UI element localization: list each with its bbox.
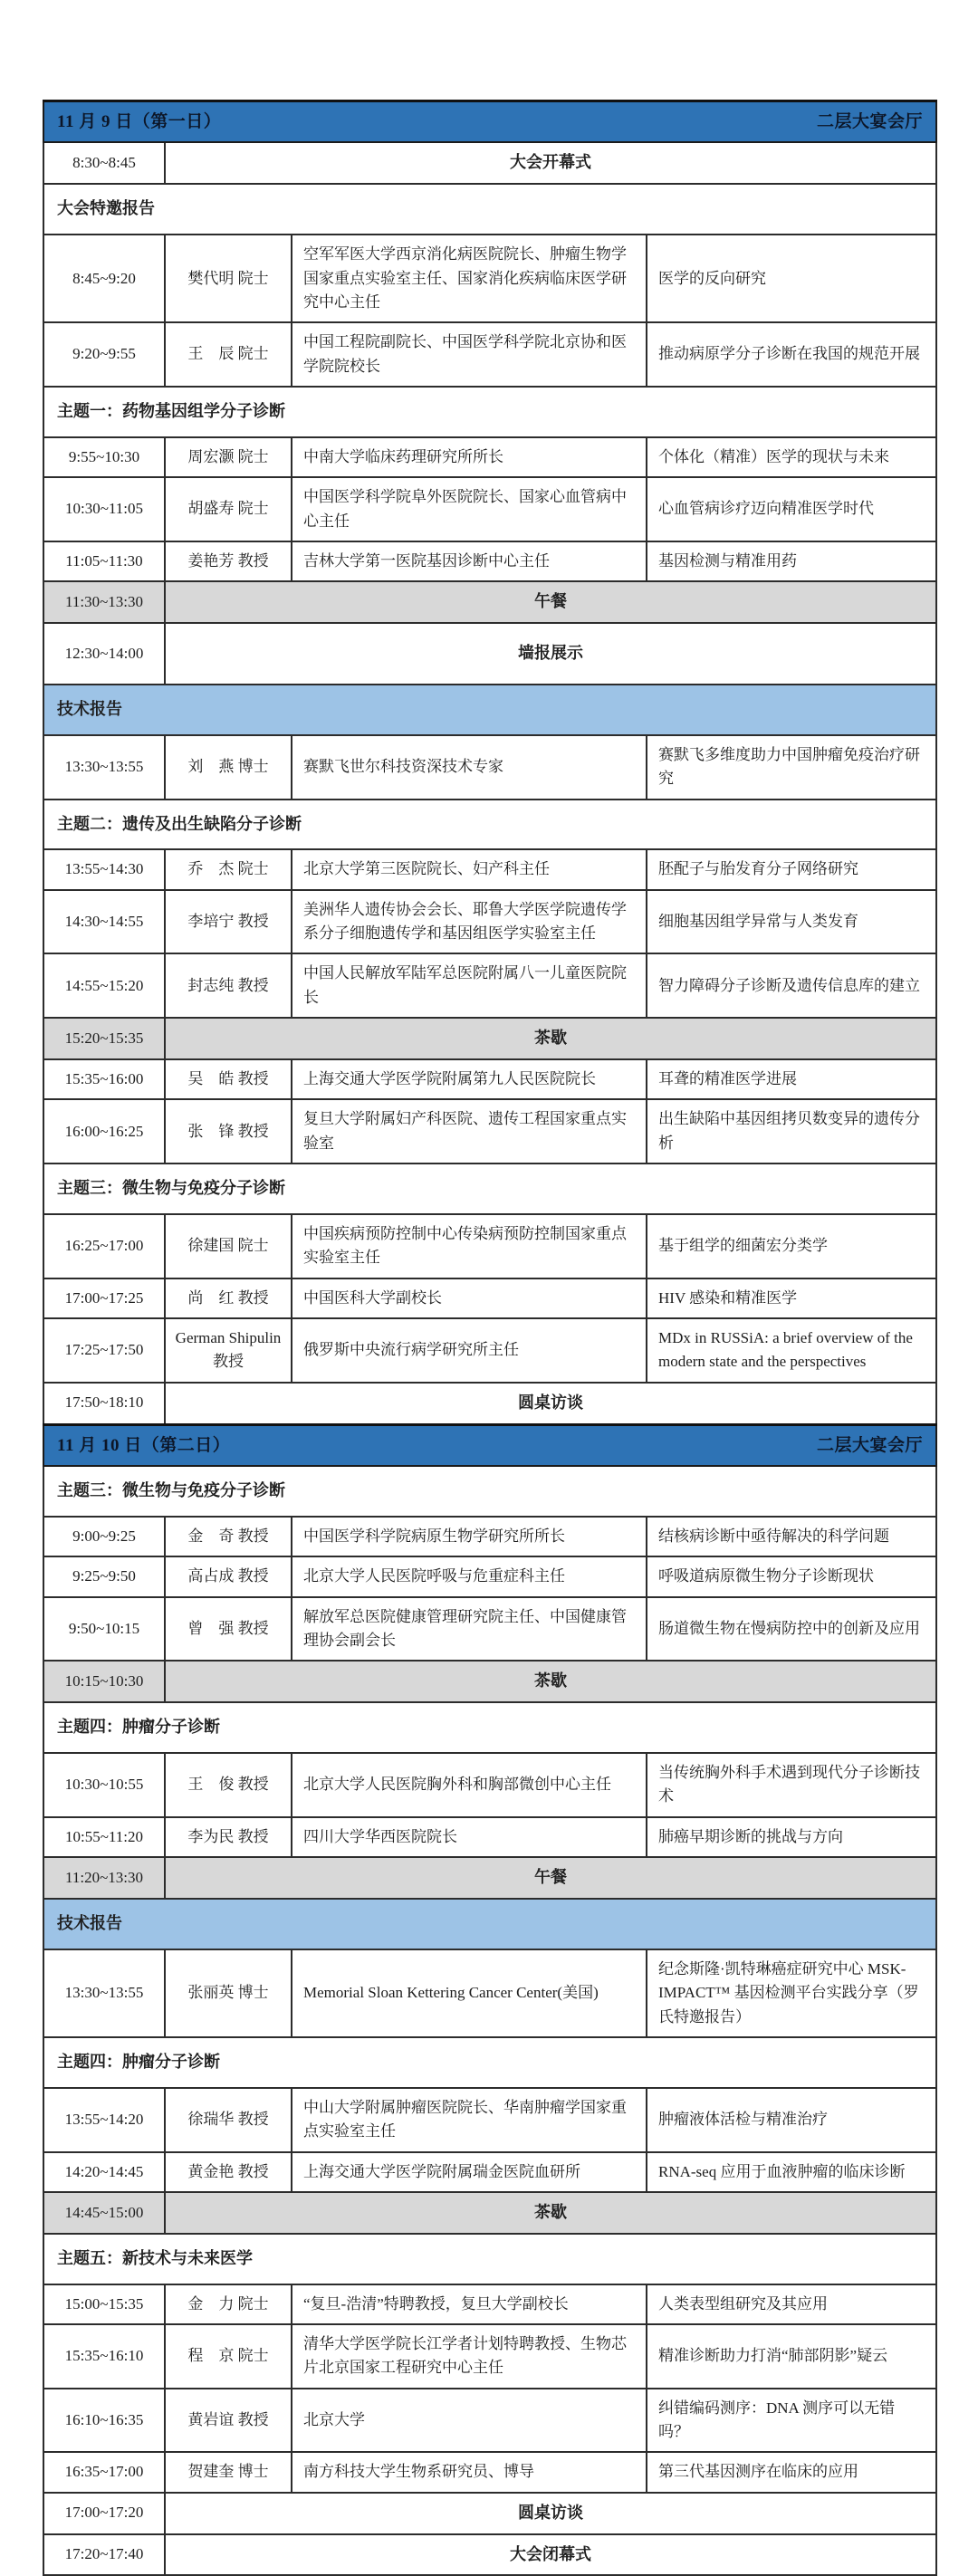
event-label-cell: 茶歇 bbox=[165, 1018, 936, 1059]
affiliation-cell: 上海交通大学医学院附属第九人民医院院长 bbox=[292, 1059, 647, 1099]
talk-row bbox=[43, 322, 936, 387]
section-header-cell: 主题一：药物基因组学分子诊断 bbox=[43, 387, 936, 437]
speaker-cell: 曾 强 教授 bbox=[165, 1597, 292, 1661]
time-cell: 11:20~13:30 bbox=[43, 1857, 165, 1899]
affiliation-cell: 俄罗斯中央流行病学研究所主任 bbox=[292, 1318, 647, 1383]
time-cell: 13:30~13:55 bbox=[43, 1949, 165, 2037]
full-row bbox=[43, 1383, 936, 1424]
schedule-body bbox=[43, 101, 936, 2576]
speaker-cell: 黄岩谊 教授 bbox=[165, 2389, 292, 2453]
talk-row bbox=[43, 1278, 936, 1318]
section-row bbox=[43, 1466, 936, 1517]
talk-row bbox=[43, 1556, 936, 1596]
event-label-cell: 大会闭幕式 bbox=[165, 2534, 936, 2576]
talk-row bbox=[43, 735, 936, 800]
affiliation-cell: 北京大学第三医院院长、妇产科主任 bbox=[292, 849, 647, 889]
talk-title-cell: 精准诊断助力打消“肺部阴影”疑云 bbox=[647, 2324, 936, 2389]
section-row bbox=[43, 800, 936, 850]
time-cell: 17:00~17:25 bbox=[43, 1278, 165, 1318]
talk-title-cell: 纠错编码测序：DNA 测序可以无错吗？ bbox=[647, 2389, 936, 2453]
time-cell: 13:55~14:20 bbox=[43, 2088, 165, 2152]
speaker-cell: 刘 燕 博士 bbox=[165, 735, 292, 800]
section-header-cell: 主题五：新技术与未来医学 bbox=[43, 2234, 936, 2284]
affiliation-cell: 中国医学科学院病原生物学研究所所长 bbox=[292, 1517, 647, 1556]
talk-row bbox=[43, 1099, 936, 1164]
venue-label: 二层大宴会厅 bbox=[817, 1435, 924, 1455]
affiliation-cell: 美洲华人遗传协会会长、耶鲁大学医学院遗传学系分子细胞遗传学和基因组医学实验室主任 bbox=[292, 890, 647, 954]
full-row bbox=[43, 1857, 936, 1899]
speaker-cell: 程 京 院士 bbox=[165, 2324, 292, 2389]
affiliation-cell: 南方科技大学生物系研究员、博导 bbox=[292, 2452, 647, 2492]
speaker-cell: 周宏灏 院士 bbox=[165, 437, 292, 477]
speaker-cell: 金 奇 教授 bbox=[165, 1517, 292, 1556]
speaker-cell: 胡盛寿 院士 bbox=[165, 477, 292, 541]
talk-row bbox=[43, 1817, 936, 1857]
section-row bbox=[43, 184, 936, 235]
time-cell: 17:20~17:40 bbox=[43, 2534, 165, 2576]
affiliation-cell: “复旦-浩清”特聘教授，复旦大学副校长 bbox=[292, 2284, 647, 2324]
talk-title-cell: 肠道微生物在慢病防控中的创新及应用 bbox=[647, 1597, 936, 1661]
speaker-cell: 徐建国 院士 bbox=[165, 1214, 292, 1278]
time-cell: 10:55~11:20 bbox=[43, 1817, 165, 1857]
speaker-cell: 尚 红 教授 bbox=[165, 1278, 292, 1318]
talk-title-cell: 胚配子与胎发育分子网络研究 bbox=[647, 849, 936, 889]
event-label-cell: 午餐 bbox=[165, 581, 936, 623]
affiliation-cell: 复旦大学附属妇产科医院、遗传工程国家重点实验室 bbox=[292, 1099, 647, 1164]
talk-title-cell: 出生缺陷中基因组拷贝数变异的遗传分析 bbox=[647, 1099, 936, 1164]
section-row bbox=[43, 2234, 936, 2284]
section-header-cell: 大会特邀报告 bbox=[43, 184, 936, 235]
event-label-cell: 大会开幕式 bbox=[165, 142, 936, 184]
talk-row bbox=[43, 953, 936, 1018]
section-header-cell: 技术报告 bbox=[43, 685, 936, 735]
talk-row bbox=[43, 235, 936, 322]
affiliation-cell: 中国工程院副院长、中国医学科学院北京协和医学院院校长 bbox=[292, 322, 647, 387]
full-row bbox=[43, 623, 936, 685]
talk-title-cell: 赛默飞多维度助力中国肿瘤免疫治疗研究 bbox=[647, 735, 936, 800]
day-header-row bbox=[43, 1424, 936, 1466]
talk-row bbox=[43, 2088, 936, 2152]
section-header-cell: 技术报告 bbox=[43, 1899, 936, 1949]
day-title: 11 月 9 日（第一日） bbox=[57, 112, 222, 131]
time-cell: 11:30~13:30 bbox=[43, 581, 165, 623]
talk-title-cell: 纪念斯隆·凯特琳癌症研究中心 MSK-IMPACT™ 基因检测平台实践分享（罗氏特邀报告） bbox=[647, 1949, 936, 2037]
talk-title-cell: 耳聋的精准医学进展 bbox=[647, 1059, 936, 1099]
event-label-cell: 午餐 bbox=[165, 1857, 936, 1899]
time-cell: 14:55~15:20 bbox=[43, 953, 165, 1018]
talk-title-cell: 呼吸道病原微生物分子诊断现状 bbox=[647, 1556, 936, 1596]
day-header-cell bbox=[43, 101, 936, 143]
section-row bbox=[43, 685, 936, 735]
time-cell: 16:25~17:00 bbox=[43, 1214, 165, 1278]
time-cell: 15:00~15:35 bbox=[43, 2284, 165, 2324]
affiliation-cell: 北京大学人民医院呼吸与危重症科主任 bbox=[292, 1556, 647, 1596]
speaker-cell: 贺建奎 博士 bbox=[165, 2452, 292, 2492]
talk-title-cell: 推动病原学分子诊断在我国的规范开展 bbox=[647, 322, 936, 387]
day-header-bar bbox=[57, 109, 923, 135]
affiliation-cell: 清华大学医学院长江学者计划特聘教授、生物芯片北京国家工程研究中心主任 bbox=[292, 2324, 647, 2389]
talk-row bbox=[43, 1753, 936, 1817]
talk-row bbox=[43, 1517, 936, 1556]
talk-title-cell: 基于组学的细菌宏分类学 bbox=[647, 1214, 936, 1278]
full-row bbox=[43, 142, 936, 184]
day-header-row bbox=[43, 101, 936, 143]
speaker-cell: 姜艳芳 教授 bbox=[165, 541, 292, 581]
talk-row bbox=[43, 2324, 936, 2389]
talk-row bbox=[43, 437, 936, 477]
affiliation-cell: 中南大学临床药理研究所所长 bbox=[292, 437, 647, 477]
section-row bbox=[43, 1164, 936, 1214]
talk-row bbox=[43, 477, 936, 541]
section-header-cell: 主题四：肿瘤分子诊断 bbox=[43, 1702, 936, 1753]
talk-title-cell: 细胞基因组学异常与人类发育 bbox=[647, 890, 936, 954]
talk-title-cell: 当传统胸外科手术遇到现代分子诊断技术 bbox=[647, 1753, 936, 1817]
talk-title-cell: 人类表型组研究及其应用 bbox=[647, 2284, 936, 2324]
speaker-cell: 黄金艳 教授 bbox=[165, 2152, 292, 2192]
full-row bbox=[43, 1018, 936, 1059]
affiliation-cell: 赛默飞世尔科技资深技术专家 bbox=[292, 735, 647, 800]
section-header-cell: 主题三：微生物与免疫分子诊断 bbox=[43, 1466, 936, 1517]
talk-row bbox=[43, 541, 936, 581]
talk-title-cell: 第三代基因测序在临床的应用 bbox=[647, 2452, 936, 2492]
time-cell: 8:30~8:45 bbox=[43, 142, 165, 184]
venue-label: 二层大宴会厅 bbox=[817, 112, 924, 131]
talk-title-cell: 肺癌早期诊断的挑战与方向 bbox=[647, 1817, 936, 1857]
event-label-cell: 圆桌访谈 bbox=[165, 1383, 936, 1424]
speaker-cell: 封志纯 教授 bbox=[165, 953, 292, 1018]
talk-row bbox=[43, 1949, 936, 2037]
talk-row bbox=[43, 2389, 936, 2453]
speaker-cell: 王 辰 院士 bbox=[165, 322, 292, 387]
talk-row bbox=[43, 2152, 936, 2192]
affiliation-cell: 吉林大学第一医院基因诊断中心主任 bbox=[292, 541, 647, 581]
speaker-cell: 李为民 教授 bbox=[165, 1817, 292, 1857]
full-row bbox=[43, 2534, 936, 2576]
speaker-cell: 乔 杰 院士 bbox=[165, 849, 292, 889]
time-cell: 13:55~14:30 bbox=[43, 849, 165, 889]
speaker-cell: 李培宁 教授 bbox=[165, 890, 292, 954]
time-cell: 16:10~16:35 bbox=[43, 2389, 165, 2453]
talk-row bbox=[43, 1318, 936, 1383]
speaker-cell: German Shipulin 教授 bbox=[165, 1318, 292, 1383]
section-header-cell: 主题四：肿瘤分子诊断 bbox=[43, 2037, 936, 2088]
day-header-bar bbox=[57, 1432, 923, 1459]
time-cell: 16:00~16:25 bbox=[43, 1099, 165, 1164]
event-label-cell: 圆桌访谈 bbox=[165, 2493, 936, 2534]
full-row bbox=[43, 1661, 936, 1702]
talk-row bbox=[43, 1597, 936, 1661]
time-cell: 8:45~9:20 bbox=[43, 235, 165, 322]
talk-title-cell: HIV 感染和精准医学 bbox=[647, 1278, 936, 1318]
talk-title-cell: RNA-seq 应用于血液肿瘤的临床诊断 bbox=[647, 2152, 936, 2192]
time-cell: 9:25~9:50 bbox=[43, 1556, 165, 1596]
event-label-cell: 茶歇 bbox=[165, 2192, 936, 2234]
time-cell: 17:00~17:20 bbox=[43, 2493, 165, 2534]
talk-row bbox=[43, 2452, 936, 2492]
affiliation-cell: 中山大学附属肿瘤医院院长、华南肿瘤学国家重点实验室主任 bbox=[292, 2088, 647, 2152]
time-cell: 9:20~9:55 bbox=[43, 322, 165, 387]
time-cell: 10:30~10:55 bbox=[43, 1753, 165, 1817]
day-header-cell bbox=[43, 1424, 936, 1466]
time-cell: 15:35~16:00 bbox=[43, 1059, 165, 1099]
talk-title-cell: MDx in RUSSiA: a brief overview of the modern state and the perspectives bbox=[647, 1318, 936, 1383]
talk-row bbox=[43, 1059, 936, 1099]
full-row bbox=[43, 2493, 936, 2534]
affiliation-cell: 中国疾病预防控制中心传染病预防控制国家重点实验室主任 bbox=[292, 1214, 647, 1278]
section-header-cell: 主题二：遗传及出生缺陷分子诊断 bbox=[43, 800, 936, 850]
talk-row bbox=[43, 890, 936, 954]
section-row bbox=[43, 1702, 936, 1753]
speaker-cell: 王 俊 教授 bbox=[165, 1753, 292, 1817]
time-cell: 10:30~11:05 bbox=[43, 477, 165, 541]
time-cell: 15:35~16:10 bbox=[43, 2324, 165, 2389]
talk-title-cell: 医学的反向研究 bbox=[647, 235, 936, 322]
talk-title-cell: 智力障碍分子诊断及遗传信息库的建立 bbox=[647, 953, 936, 1018]
speaker-cell: 吴 皓 教授 bbox=[165, 1059, 292, 1099]
full-row bbox=[43, 2192, 936, 2234]
time-cell: 13:30~13:55 bbox=[43, 735, 165, 800]
speaker-cell: 高占成 教授 bbox=[165, 1556, 292, 1596]
section-row bbox=[43, 1899, 936, 1949]
schedule-table bbox=[43, 100, 937, 2576]
time-cell: 12:30~14:00 bbox=[43, 623, 165, 685]
section-header-cell: 主题三：微生物与免疫分子诊断 bbox=[43, 1164, 936, 1214]
time-cell: 14:45~15:00 bbox=[43, 2192, 165, 2234]
time-cell: 9:50~10:15 bbox=[43, 1597, 165, 1661]
speaker-cell: 徐瑞华 教授 bbox=[165, 2088, 292, 2152]
section-row bbox=[43, 2037, 936, 2088]
talk-title-cell: 结核病诊断中亟待解决的科学问题 bbox=[647, 1517, 936, 1556]
event-label-cell: 墙报展示 bbox=[165, 623, 936, 685]
affiliation-cell: Memorial Sloan Kettering Cancer Center(美国) bbox=[292, 1949, 647, 2037]
time-cell: 14:20~14:45 bbox=[43, 2152, 165, 2192]
affiliation-cell: 中国人民解放军陆军总医院附属八一儿童医院院长 bbox=[292, 953, 647, 1018]
time-cell: 16:35~17:00 bbox=[43, 2452, 165, 2492]
speaker-cell: 金 力 院士 bbox=[165, 2284, 292, 2324]
time-cell: 9:55~10:30 bbox=[43, 437, 165, 477]
talk-row bbox=[43, 2284, 936, 2324]
affiliation-cell: 空军军医大学西京消化病医院院长、肿瘤生物学国家重点实验室主任、国家消化疾病临床医学研究中心主任 bbox=[292, 235, 647, 322]
talk-title-cell: 个体化（精准）医学的现状与未来 bbox=[647, 437, 936, 477]
time-cell: 11:05~11:30 bbox=[43, 541, 165, 581]
event-label-cell: 茶歇 bbox=[165, 1661, 936, 1702]
affiliation-cell: 解放军总医院健康管理研究院主任、中国健康管理协会副会长 bbox=[292, 1597, 647, 1661]
time-cell: 9:00~9:25 bbox=[43, 1517, 165, 1556]
full-row bbox=[43, 581, 936, 623]
time-cell: 14:30~14:55 bbox=[43, 890, 165, 954]
affiliation-cell: 上海交通大学医学院附属瑞金医院血研所 bbox=[292, 2152, 647, 2192]
section-row bbox=[43, 387, 936, 437]
affiliation-cell: 北京大学人民医院胸外科和胸部微创中心主任 bbox=[292, 1753, 647, 1817]
speaker-cell: 张 锋 教授 bbox=[165, 1099, 292, 1164]
speaker-cell: 樊代明 院士 bbox=[165, 235, 292, 322]
affiliation-cell: 四川大学华西医院院长 bbox=[292, 1817, 647, 1857]
affiliation-cell: 中国医科大学副校长 bbox=[292, 1278, 647, 1318]
time-cell: 10:15~10:30 bbox=[43, 1661, 165, 1702]
time-cell: 15:20~15:35 bbox=[43, 1018, 165, 1059]
talk-title-cell: 心血管病诊疗迈向精准医学时代 bbox=[647, 477, 936, 541]
affiliation-cell: 中国医学科学院阜外医院院长、国家心血管病中心主任 bbox=[292, 477, 647, 541]
talk-row bbox=[43, 849, 936, 889]
speaker-cell: 张丽英 博士 bbox=[165, 1949, 292, 2037]
time-cell: 17:50~18:10 bbox=[43, 1383, 165, 1424]
time-cell: 17:25~17:50 bbox=[43, 1318, 165, 1383]
talk-title-cell: 基因检测与精准用药 bbox=[647, 541, 936, 581]
affiliation-cell: 北京大学 bbox=[292, 2389, 647, 2453]
day-title: 11 月 10 日（第二日） bbox=[57, 1435, 231, 1455]
talk-row bbox=[43, 1214, 936, 1278]
talk-title-cell: 肿瘤液体活检与精准治疗 bbox=[647, 2088, 936, 2152]
